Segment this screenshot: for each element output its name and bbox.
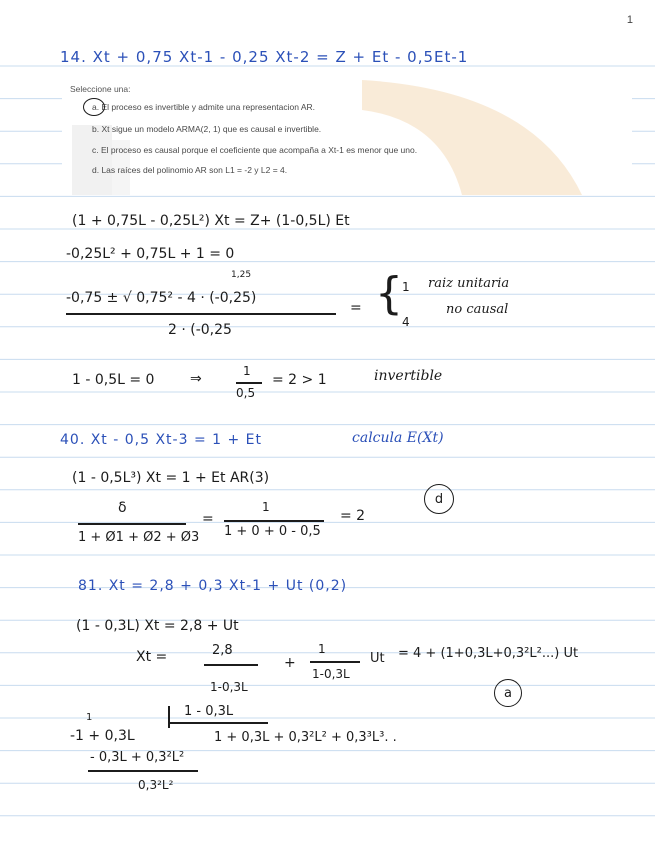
option-a: a. El proceso es invertible y admite una representacion AR. bbox=[92, 102, 316, 112]
division-dividend: -1 + 0,3L bbox=[70, 728, 135, 744]
division-bracket-horizontal bbox=[168, 722, 268, 724]
division-one: 1 bbox=[86, 712, 93, 723]
division-bracket-vertical bbox=[168, 706, 170, 728]
quadratic-fraction-bar bbox=[66, 313, 336, 315]
option-b: b. Xt sigue un modelo ARMA(2, 1) que es causal e invertible. bbox=[92, 124, 322, 134]
q40-polynomial-line: (1 - 0,5L³) Xt = 1 + Et AR(3) bbox=[72, 470, 270, 486]
ma-fraction-bar bbox=[236, 382, 262, 384]
division-step: - 0,3L + 0,3²L² bbox=[90, 750, 185, 765]
q81-plus: + bbox=[284, 655, 296, 671]
q40-answer: d bbox=[434, 491, 444, 507]
q81-frac2-bar bbox=[310, 661, 360, 663]
ma-fraction-num: 1 bbox=[243, 364, 251, 378]
ma-fraction-den: 0,5 bbox=[236, 386, 256, 400]
quadratic-denominator: 2 · (-0,25 bbox=[168, 322, 232, 338]
option-c: c. El proceso es causal porque el coeficiente que acompaña a Xt-1 es menor que uno. bbox=[92, 145, 418, 155]
q81-frac1-bar bbox=[204, 664, 258, 666]
root-one: 1 bbox=[402, 280, 410, 294]
q14-polynomial-line: (1 + 0,75L - 0,25L²) Xt = Z+ (1-0,5L) Et bbox=[72, 213, 350, 229]
q14-char-equation: -0,25L² + 0,75L + 1 = 0 bbox=[66, 246, 235, 262]
q14-annotation-125: 1,25 bbox=[231, 270, 252, 280]
invertible-note: invertible bbox=[374, 368, 443, 384]
q81-frac1-den: 1-0,3L bbox=[210, 680, 248, 694]
quadratic-equals: = bbox=[350, 300, 362, 316]
q81-answer-circle bbox=[494, 679, 522, 707]
mean-result: = 2 bbox=[340, 508, 366, 524]
q81-frac2-den: 1-0,3L bbox=[312, 667, 350, 681]
division-remainder: 0,3²L² bbox=[138, 778, 174, 792]
q81-heading: 81. Xt = 2,8 + 0,3 Xt-1 + Ut (0,2) bbox=[78, 578, 348, 594]
mean-fraction-num: δ bbox=[118, 500, 127, 516]
watermark-shape bbox=[62, 80, 632, 195]
q81-frac2-num: 1 bbox=[318, 642, 326, 656]
mean-value-num: 1 bbox=[262, 500, 270, 514]
mean-value-den: 1 + 0 + 0 - 0,5 bbox=[224, 524, 321, 539]
root-four: 4 bbox=[402, 315, 410, 329]
question-snippet bbox=[62, 80, 632, 195]
q40-heading-note: calcula E(Xt) bbox=[352, 430, 444, 446]
q81-polynomial-line: (1 - 0,3L) Xt = 2,8 + Ut bbox=[76, 618, 239, 634]
implies-arrow-icon: ⇒ bbox=[190, 371, 202, 387]
option-d: d. Las raíces del polinomio AR son L1 = -2 y L2 = 4. bbox=[92, 165, 288, 175]
mean-equals: = bbox=[202, 511, 214, 527]
brace-icon: { bbox=[375, 268, 403, 319]
mean-value-bar bbox=[224, 520, 324, 522]
q81-answer: a bbox=[504, 685, 512, 701]
q81-ut: Ut bbox=[370, 651, 385, 666]
division-quotient: 1 + 0,3L + 0,3²L² + 0,3³L³. . bbox=[214, 730, 397, 745]
division-step-bar bbox=[88, 770, 198, 772]
mean-fraction-bar bbox=[78, 523, 186, 525]
ma-root-value: = 2 > 1 bbox=[272, 372, 327, 388]
quadratic-numerator: -0,75 ± √ 0,75² - 4 · (-0,25) bbox=[66, 290, 257, 306]
mean-fraction-den: 1 + Ø1 + Ø2 + Ø3 bbox=[78, 530, 200, 545]
q81-series: = 4 + (1+0,3L+0,3²L²...) Ut bbox=[398, 646, 579, 661]
root-one-note: raiz unitaria bbox=[428, 276, 510, 291]
q81-frac1-num: 2,8 bbox=[212, 643, 233, 658]
q40-heading: 40. Xt - 0,5 Xt-3 = 1 + Et bbox=[60, 432, 263, 448]
q14-heading: 14. Xt + 0,75 Xt-1 - 0,25 Xt-2 = Z + Et - 0,5Et-1 bbox=[60, 48, 469, 66]
q40-answer-circle bbox=[424, 484, 454, 514]
q81-xt-label: Xt = bbox=[136, 649, 168, 665]
snippet-prompt: Seleccione una: bbox=[70, 84, 131, 94]
ma-root-equation: 1 - 0,5L = 0 bbox=[72, 372, 155, 388]
division-divisor: 1 - 0,3L bbox=[184, 704, 234, 719]
option-a-circle bbox=[83, 98, 105, 116]
page-number: 1 bbox=[626, 14, 633, 26]
root-four-note: no causal bbox=[446, 302, 509, 317]
